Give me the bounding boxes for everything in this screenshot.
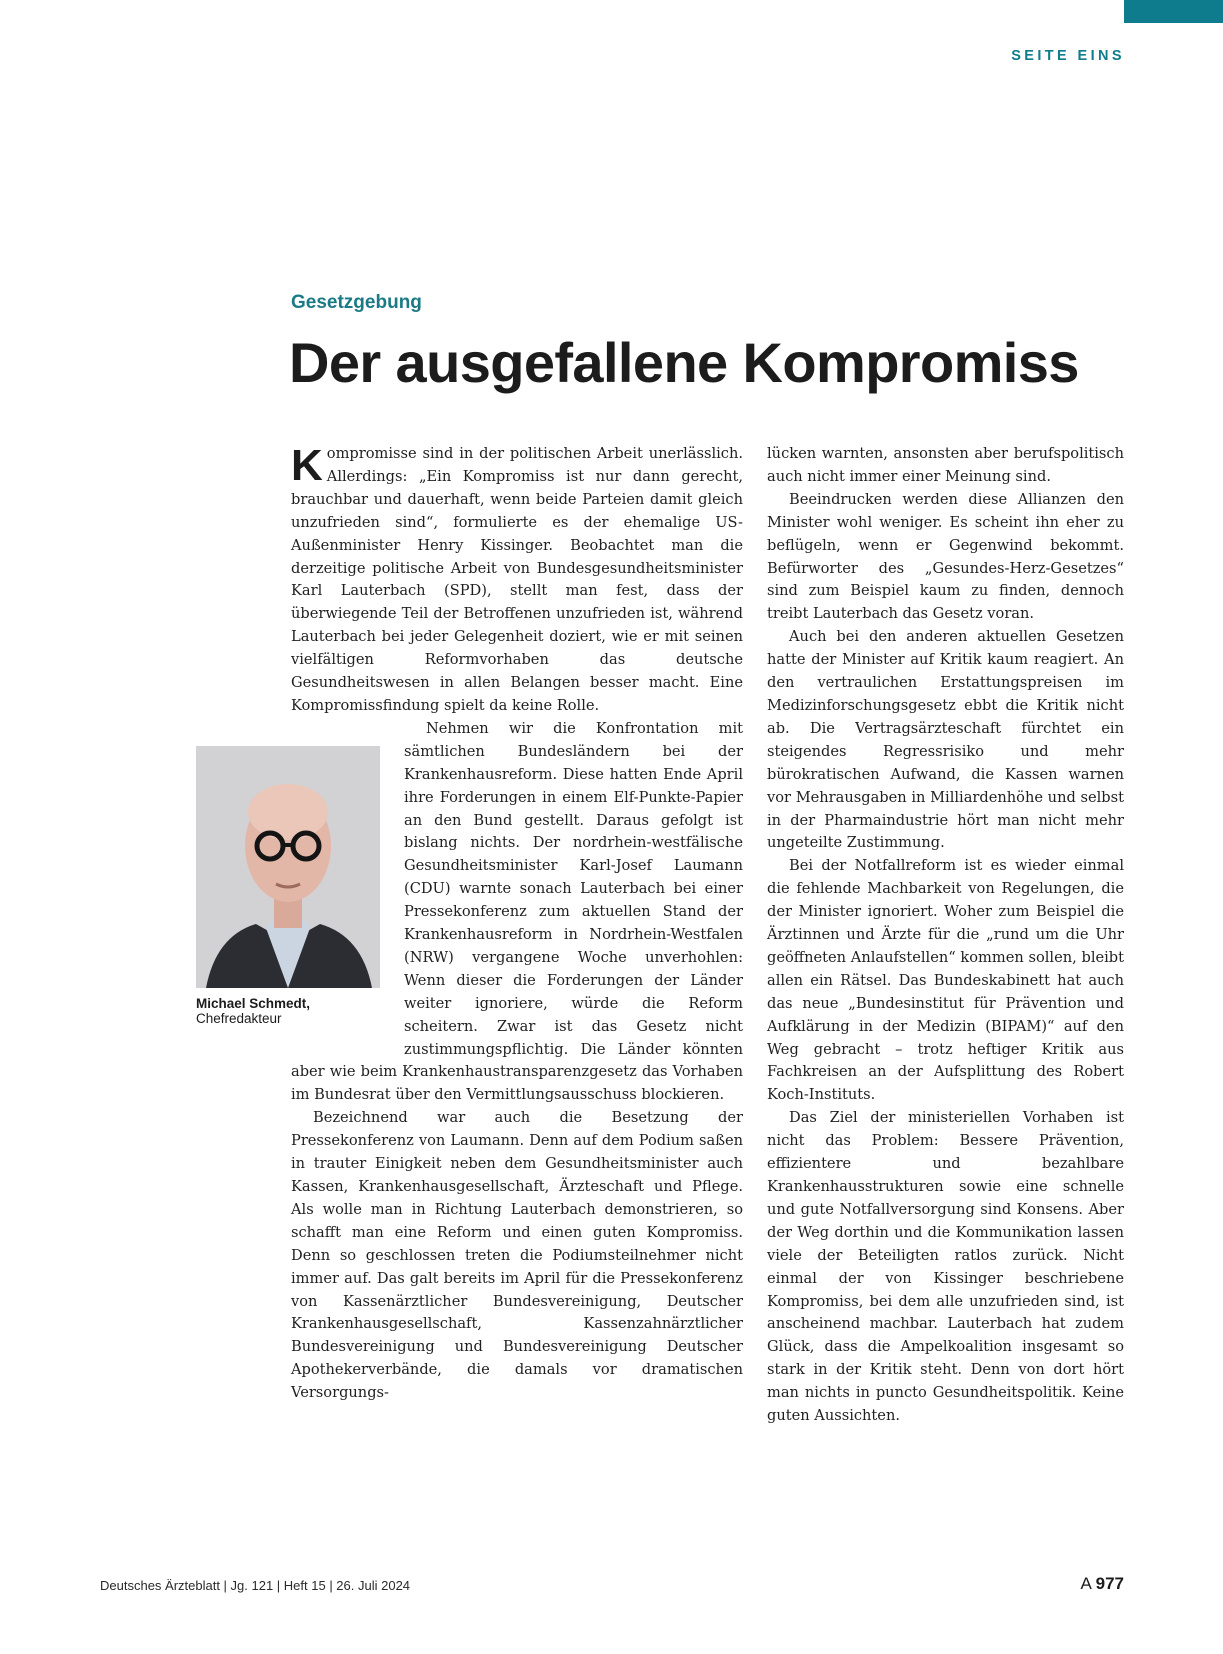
article-kicker: Gesetzgebung bbox=[291, 292, 422, 313]
article-column-right bbox=[767, 443, 1124, 1428]
article-paragraph bbox=[291, 718, 743, 1107]
page-number bbox=[1080, 1574, 1124, 1594]
author-name: Michael Schmedt, bbox=[196, 996, 311, 1011]
author-role: Chefredakteur bbox=[196, 1011, 282, 1026]
article-paragraph: Auch bei den anderen aktuellen Gesetzen hatte der Minister auf Kritik kaum reagiert. An den vertraulichen Erstattungspreisen im Medizinforschungsgesetz ebbt die Kritik nicht ab. Die Vertragsärzteschaft fürchtet ein steigendes Regressrisiko und mehr bürokratischen Aufwand, die Kassen warnen vor Mehrausgaben in Milliardenhöhe und selbst in der Pharmaindustrie hört man nicht mehr ungeteilte Zustimmung. bbox=[767, 628, 1124, 852]
page-prefix: A bbox=[1080, 1574, 1091, 1593]
article-title: Der ausgefallene Kompromiss bbox=[289, 331, 1079, 394]
article-paragraph: Bezeichnend war auch die Besetzung der Pressekonferenz von Laumann. Denn auf dem Podium saßen in trauter Einigkeit neben dem Gesundheitsminister auch Kassen, Krankenhausgesellschaft, Ärzteschaft und Pflege. Als wolle man in Richtung Lauterbach demonstrieren, so schafft man eine Reform und einen guten Kompromiss. Denn so geschlossen treten die Podiumsteilnehmer nicht immer auf. Das galt bereits im April für die Pressekonferenz von Kassenärztlicher Bundesvereinigung, Deutscher Krankenhausgesellschaft, Kassenzahnärztlicher Bundesvereinigung und Bundesvereinigung Deutscher Apothekerverbände, die damals vor dramatischen Versorgungs- bbox=[291, 1109, 743, 1402]
article-paragraph: Bei der Notfallreform ist es wieder einmal die fehlende Machbarkeit von Regelungen, die der Minister ignoriert. Woher zum Beispiel die Ärztinnen und Ärzte für die „rund um die Uhr geöffneten Anlaufstellen“ kommen sollen, bleibt allen ein Rätsel. Das Bundeskabinett hat auch das neue „Bundesinstitut für Prävention und Aufklärung in der Medizin (BIPAM)“ auf den Weg gebracht – trotz heftiger Kritik aus Fachkreisen an der Aufsplittung des Robert Koch-Instituts. bbox=[767, 857, 1124, 1104]
article-paragraph: Das Ziel der ministeriellen Vorhaben ist nicht das Problem: Bessere Prävention, effizientere und bezahlbare Krankenhausstrukturen sowie eine schnelle und gute Notfallversorgung sind Konsens. Aber der Weg dorthin und die Kommunikation lassen viele der Beteiligten ratlos zurück. Nicht einmal der von Kissinger beschriebene Kompromiss, bei dem alle unzufrieden sind, ist anscheinend machbar. Lauterbach hat zudem Glück, dass die Ampelkoalition insgesamt so stark in der Kritik steht. Denn von dort hört man nichts in puncto Gesundheitspolitik. Keine guten Aussichten. bbox=[767, 1109, 1124, 1425]
section-label: SEITE EINS bbox=[1011, 48, 1125, 64]
drop-cap: K bbox=[291, 441, 323, 490]
footer-citation: Deutsches Ärzteblatt | Jg. 121 | Heft 15 | 26. Juli 2024 bbox=[100, 1578, 411, 1593]
paragraph-text: Nehmen wir die Konfrontation mit sämtlichen Bundesländern bei der Krankenhausreform. Diese hatten Ende April ihre Forderungen in einem Elf-Punkte-Papier an den Bund gestellt. Daraus gefolgt ist bislang nichts. Der nordrhein-westfälische Gesundheitsminister Karl-Josef Laumann (CDU) warnte sonach Lauterbach bei einer Pressekonferenz zum aktuellen Stand der Krankenhausreform in Nordrhein-Westfalen (NRW) vergangene Woche unverhohlen: Wenn dieser die Forderungen der Länder weiter ignoriere, würde die Reform scheitern. Zwar ist das Gesetz nicht zustimmungspflichtig. Die Länder könnten aber wie beim Krankenhaustransparenzgesetz das Vorhaben im Bundesrat über den Vermittlungsausschuss blockieren. bbox=[291, 719, 743, 1104]
article-paragraph: Beeindrucken werden diese Allianzen den Minister wohl weniger. Es scheint ihn eher zu beflügeln, wenn er Gegenwind bekommt. Befürworter des „Gesundes-Herz-Gesetzes“ sind zum Beispiel kaum zu finden, dennoch treibt Lauterbach das Gesetz voran. bbox=[767, 490, 1124, 623]
article-paragraph: lücken warnten, ansonsten aber berufspolitisch auch nicht immer einer Meinung sind. bbox=[767, 445, 1124, 485]
paragraph-text: ompromisse sind in der politischen Arbeit unerlässlich. Allerdings: „Ein Kompromiss ist nur dann gerecht, brauchbar und dauerhaft, wenn beide Parteien damit gleich unzufrieden sind“, formulierte es der ehemalige US-Außenminister Henry Kissinger. Beobachtet man die derzeitige politische Arbeit von Bundesgesundheitsminister Karl Lauterbach (SPD), stellt man fest, dass der überwiegende Teil der Betroffenen unzufrieden ist, während Lauterbach bei jeder Gelegenheit doziert, wie er mit seinen vielfältigen Reformvorhaben das deutsche Gesundheitswesen in allen Belangen besser macht. Eine Kompromissfindung spielt da keine Rolle. bbox=[291, 445, 743, 714]
top-accent-bar bbox=[1124, 0, 1223, 23]
page-number-value: 977 bbox=[1095, 1574, 1124, 1593]
article-column-left bbox=[291, 443, 743, 1405]
photo-wrap-spacer bbox=[291, 718, 404, 1042]
article-paragraph bbox=[291, 443, 743, 718]
